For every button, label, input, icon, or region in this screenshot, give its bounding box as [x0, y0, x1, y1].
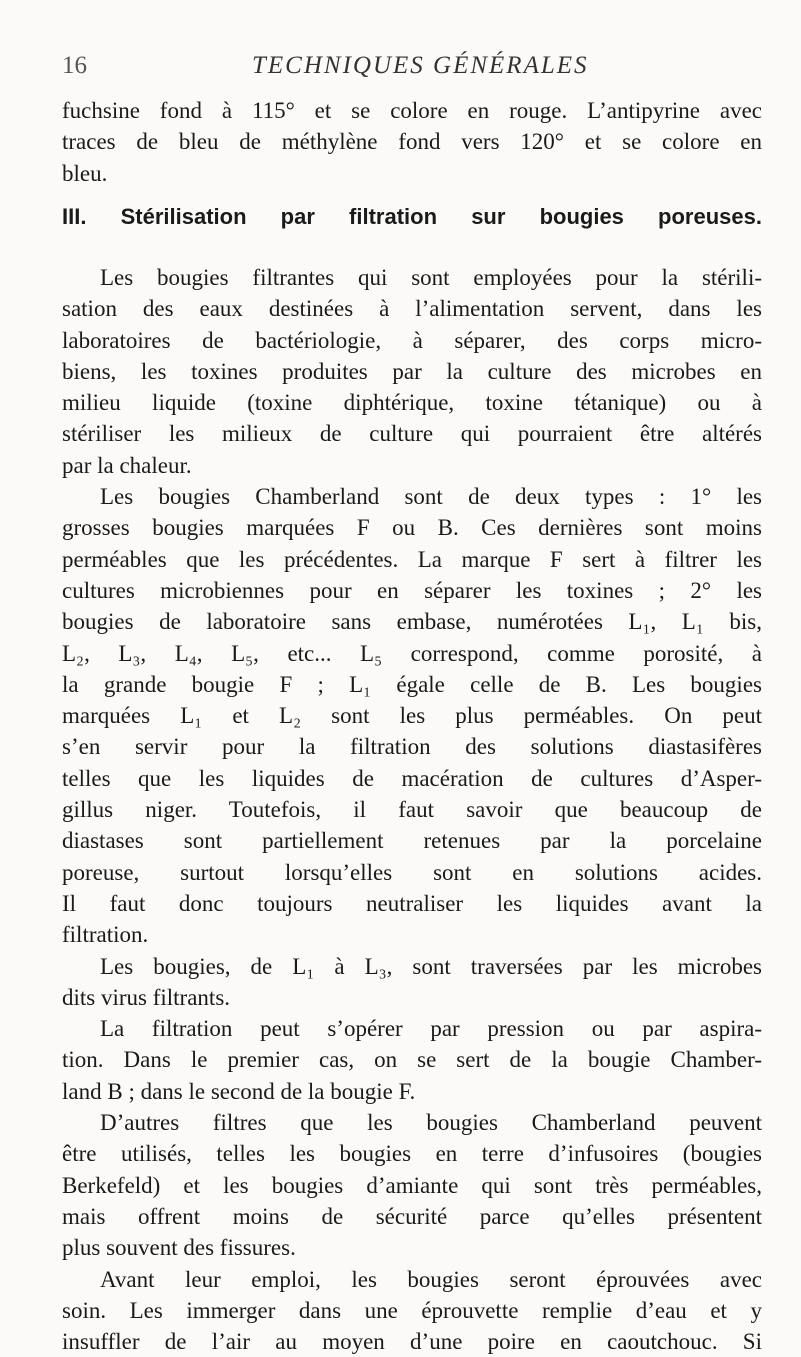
- text-line: laboratoires de bactériologie, à séparer, des corps micro-: [62, 327, 762, 353]
- section-heading: III. Stérilisation par filtration sur bougies poreuses.: [62, 204, 762, 229]
- text-line: Berkefeld) et les bougies d’amiante qui sont très perméables,: [62, 1172, 762, 1198]
- intro-paragraph: [62, 95, 762, 189]
- text-line: bleu.: [62, 160, 108, 186]
- text-line: être utilisés, telles les bougies en terre d’infusoires (bougies: [62, 1141, 762, 1167]
- text-line: Avant leur emploi, les bougies seront éprouvées avec: [100, 1266, 762, 1292]
- text-line: dits virus filtrants.: [62, 984, 231, 1010]
- text-line: poreuse, surtout lorsqu’elles sont en solutions acides.: [62, 859, 762, 885]
- section-body: [62, 262, 762, 1357]
- text-line: telles que les liquides de macération de cultures d’Asper-: [62, 765, 762, 791]
- text-line: La filtration peut s’opérer par pression ou par aspira-: [100, 1016, 762, 1042]
- page-number: 16: [62, 52, 87, 79]
- text-line: Les bougies filtrantes qui sont employées pour la stérili-: [100, 265, 762, 290]
- text-line: plus souvent des fissures.: [62, 1235, 296, 1261]
- text-line: D’autres filtres que les bougies Chamberland peuvent: [100, 1110, 762, 1136]
- text-line: grosses bougies marquées F ou B. Ces dernières sont moins: [62, 515, 762, 541]
- text-line: stériliser les milieux de culture qui pourraient être altérés: [62, 421, 762, 447]
- text-line: fuchsine fond à 115° et se colore en rouge. L’antipyrine avec: [62, 98, 762, 123]
- text-line: s’en servir pour la filtration des solutions diastasifères: [62, 734, 762, 760]
- text-line: tion. Dans le premier cas, on se sert de la bougie Chamber-: [62, 1047, 762, 1073]
- text-line: cultures microbiennes pour en séparer les toxines ; 2° les: [62, 577, 762, 603]
- text-line: Les bougies, de L₁ à L₃, sont traversées par les microbes: [100, 953, 762, 979]
- text-line: bougies de laboratoire sans embase, numérotées L₁, L₁ bis,: [62, 609, 762, 635]
- text-line: Les bougies Chamberland sont de deux types : 1° les: [100, 484, 762, 510]
- text-line: la grande bougie F ; L₁ égale celle de B. Les bougies: [62, 671, 762, 697]
- text-line: land B ; dans le second de la bougie F.: [62, 1078, 416, 1104]
- text-line: milieu liquide (toxine diphtérique, toxine tétanique) ou à: [62, 390, 762, 416]
- text-line: Il faut donc toujours neutraliser les liquides avant la: [62, 890, 762, 916]
- text-line: par la chaleur.: [62, 452, 192, 478]
- text-line: traces de bleu de méthylène fond vers 120° et se colore en: [62, 129, 762, 155]
- text-line: mais offrent moins de sécurité parce qu’elles présentent: [62, 1203, 762, 1229]
- text-line: perméables que les précédentes. La marque F sert à filtrer les: [62, 546, 762, 572]
- text-line: filtration.: [62, 922, 149, 948]
- text-line: gillus niger. Toutefois, il faut savoir que beaucoup de: [62, 797, 762, 823]
- text-line: soin. Les immerger dans une éprouvette remplie d’eau et y: [62, 1297, 762, 1323]
- text-line: L₂, L₃, L₄, L₅, etc... L₅ correspond, comme porosité, à: [62, 640, 762, 666]
- running-head: [62, 52, 762, 86]
- text-line: insuffler de l’air au moyen d’une poire en caoutchouc. Si: [62, 1329, 762, 1355]
- header-title: TECHNIQUES GÉNÉRALES: [252, 52, 589, 79]
- text-line: sation des eaux destinées à l’alimentation servent, dans les: [62, 296, 762, 322]
- text-line: diastases sont partiellement retenues par la porcelaine: [62, 828, 762, 854]
- text-line: marquées L₁ et L₂ sont les plus perméables. On peut: [62, 703, 762, 729]
- text-line: biens, les toxines produites par la culture des microbes en: [62, 358, 762, 384]
